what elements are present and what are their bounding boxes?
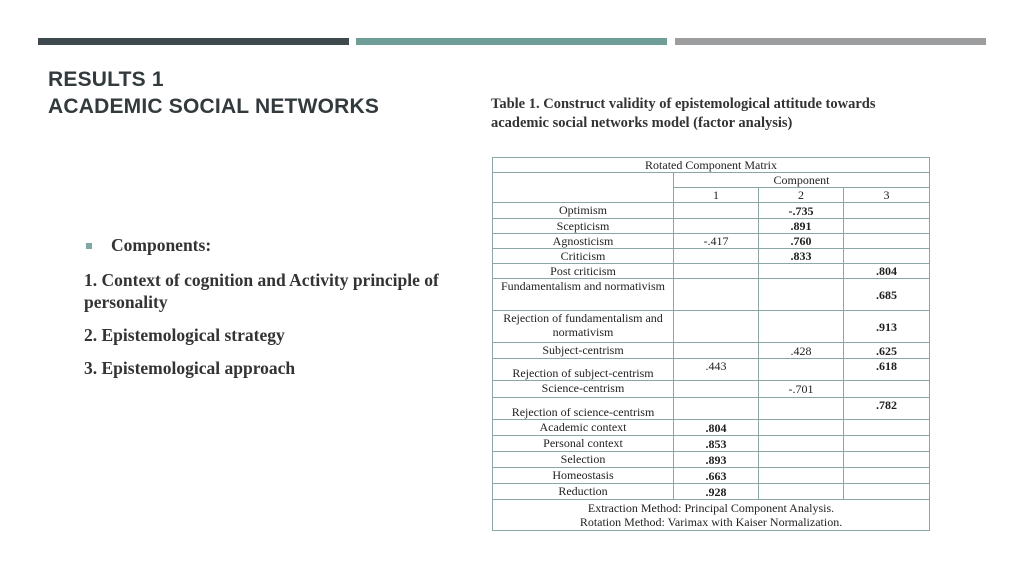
loading-cell-1 [674, 203, 759, 219]
table-row [493, 420, 930, 436]
loading-cell-2: .760 [759, 234, 844, 249]
loading-cell-3 [844, 468, 930, 484]
table-row [493, 398, 930, 420]
accent-bar-teal [356, 38, 667, 45]
table-caption: Table 1. Construct validity of epistemological attitude towards academic social networks model (factor analysis) [491, 96, 876, 131]
loading-cell-3 [844, 436, 930, 452]
loading-cell-2 [759, 398, 844, 420]
row-label: Selection [493, 452, 674, 468]
loading-cell-3: .913 [844, 311, 930, 343]
slide-title-line1: RESULTS 1 [48, 68, 164, 91]
component-label: Component [674, 173, 930, 188]
rotated-component-matrix [492, 157, 930, 531]
row-label: Fundamentalism and normativism [493, 279, 674, 311]
table-row [493, 279, 930, 311]
loading-cell-3 [844, 234, 930, 249]
component-item-3: 3. Epistemological approach [84, 358, 296, 378]
row-label: Academic context [493, 420, 674, 436]
loading-cell-2 [759, 420, 844, 436]
table-row [493, 359, 930, 381]
components-heading [84, 235, 474, 256]
table-header: Rotated Component Matrix [493, 158, 930, 173]
loading-cell-2 [759, 468, 844, 484]
row-label: Personal context [493, 436, 674, 452]
loading-cell-3: .618 [844, 359, 930, 381]
loading-cell-3 [844, 420, 930, 436]
loading-cell-2: .833 [759, 249, 844, 264]
accent-bar-dark [38, 38, 349, 45]
table-row [493, 311, 930, 343]
accent-bar-gray [675, 38, 986, 45]
table-row [493, 436, 930, 452]
row-label: Rejection of science-centrism [493, 398, 674, 420]
slide-title-line2: ACADEMIC SOCIAL NETWORKS [48, 95, 380, 118]
loading-cell-2: -.701 [759, 381, 844, 398]
loading-cell-2: -.735 [759, 203, 844, 219]
table-row [493, 203, 930, 219]
loading-cell-3 [844, 484, 930, 500]
col-header-1: 1 [674, 188, 759, 203]
loading-cell-3 [844, 381, 930, 398]
row-label: Rejection of fundamentalism and normativism [493, 311, 674, 343]
loading-cell-2 [759, 311, 844, 343]
loading-cell-1: -.417 [674, 234, 759, 249]
loading-cell-1: .893 [674, 452, 759, 468]
loading-cell-3 [844, 219, 930, 234]
table-row [493, 452, 930, 468]
loading-cell-2: .428 [759, 343, 844, 359]
component-item-2: 2. Epistemological strategy [84, 325, 285, 345]
loading-cell-3: .685 [844, 279, 930, 311]
loading-cell-2 [759, 452, 844, 468]
loading-cell-3 [844, 249, 930, 264]
loading-cell-1: .853 [674, 436, 759, 452]
col-header-2: 2 [759, 188, 844, 203]
loading-cell-3 [844, 452, 930, 468]
loading-cell-1 [674, 264, 759, 279]
table-row [493, 468, 930, 484]
loading-cell-2 [759, 359, 844, 381]
table-row [493, 381, 930, 398]
loading-cell-3: .804 [844, 264, 930, 279]
loading-cell-1 [674, 311, 759, 343]
loading-cell-3: .782 [844, 398, 930, 420]
loading-cell-2 [759, 264, 844, 279]
row-label: Rejection of subject-centrism [493, 359, 674, 381]
loading-cell-1 [674, 219, 759, 234]
loading-cell-2 [759, 436, 844, 452]
table-row [493, 249, 930, 264]
loading-cell-1: .663 [674, 468, 759, 484]
table-row [493, 219, 930, 234]
loading-cell-1 [674, 398, 759, 420]
loading-cell-3 [844, 203, 930, 219]
extraction-method-note: Extraction Method: Principal Component Analysis. [587, 501, 835, 515]
row-label: Post criticism [493, 264, 674, 279]
loading-cell-2: .891 [759, 219, 844, 234]
table-row [493, 484, 930, 500]
row-label: Scepticism [493, 219, 674, 234]
loading-cell-3: .625 [844, 343, 930, 359]
table-footer [493, 500, 930, 531]
table-row [493, 264, 930, 279]
square-bullet-icon [86, 243, 92, 249]
row-label: Science-centrism [493, 381, 674, 398]
loading-cell-1: .443 [674, 359, 759, 381]
loading-cell-1: .804 [674, 420, 759, 436]
loading-cell-2 [759, 279, 844, 311]
component-item-1: 1. Context of cognition and Activity principle of personality [84, 270, 439, 312]
slide-title [48, 66, 379, 120]
col-header-3: 3 [844, 188, 930, 203]
rotation-method-note: Rotation Method: Varimax with Kaiser Normalization. [579, 515, 843, 529]
row-label: Subject-centrism [493, 343, 674, 359]
loading-cell-1 [674, 343, 759, 359]
loading-cell-1 [674, 381, 759, 398]
row-label: Optimism [493, 203, 674, 219]
components-heading-text: Components: [111, 235, 212, 255]
row-label: Reduction [493, 484, 674, 500]
loading-cell-1 [674, 249, 759, 264]
table-row [493, 343, 930, 359]
row-label: Agnosticism [493, 234, 674, 249]
loading-cell-2 [759, 484, 844, 500]
loading-cell-1 [674, 279, 759, 311]
table-corner [493, 173, 674, 203]
row-label: Criticism [493, 249, 674, 264]
row-label: Homeostasis [493, 468, 674, 484]
components-list [84, 235, 474, 390]
loading-cell-1: .928 [674, 484, 759, 500]
table-row [493, 234, 930, 249]
